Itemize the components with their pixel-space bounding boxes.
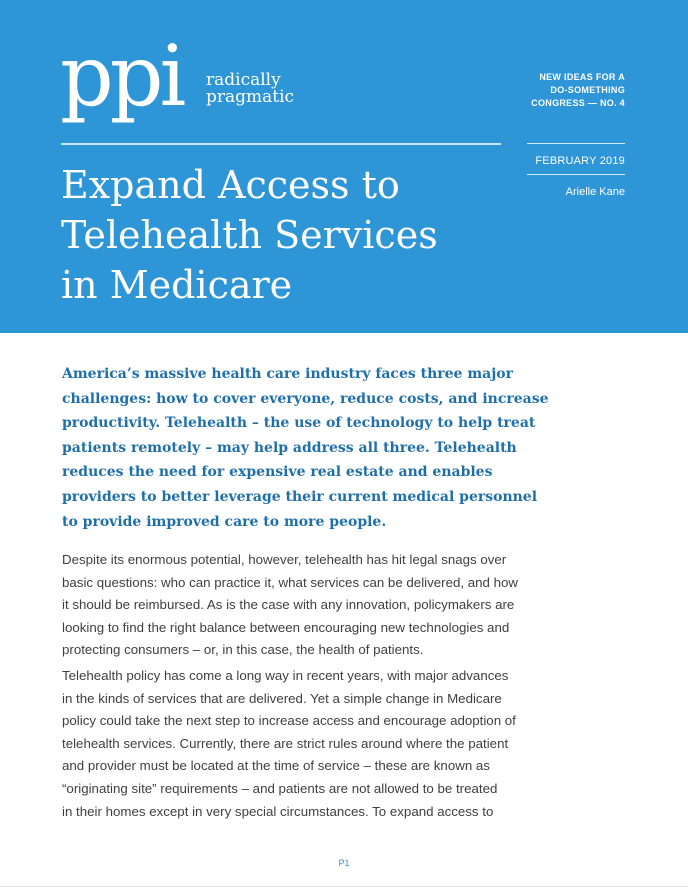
- series-line-1: NEW IDEAS FOR A: [539, 72, 625, 82]
- lead-line: productivity. Telehealth – the use of technology to help treat: [62, 415, 536, 432]
- body-line: telehealth services. Currently, there are strict rules around where the patient: [62, 735, 509, 751]
- body-line: policy could take the next step to increase access and encourage adoption of: [62, 713, 516, 729]
- title-rule: [61, 143, 501, 145]
- series-label: [465, 71, 625, 110]
- body-paragraph-1: [62, 549, 532, 662]
- lead-paragraph: [62, 362, 549, 534]
- body-line: and provider must be located at the time of service – these are known as: [62, 758, 490, 774]
- title-line: in Medicare: [61, 263, 293, 307]
- lead-line: providers to better leverage their current medical personnel: [62, 488, 538, 505]
- tagline-line-1: radically: [206, 70, 281, 90]
- page-bottom-divider: [0, 886, 688, 887]
- body-paragraph-2: [62, 665, 532, 823]
- author-name: Arielle Kane: [565, 186, 625, 198]
- page-number: P1: [338, 858, 350, 868]
- title-line: Telehealth Services: [61, 213, 438, 257]
- title-line: Expand Access to: [61, 163, 400, 207]
- body-line: “originating site” requirements – and patients are not allowed to be treated: [62, 780, 498, 796]
- lead-line: reduces the need for expensive real estate and enables: [62, 464, 493, 481]
- date-rule-top: [527, 143, 625, 144]
- header-band: [0, 0, 688, 333]
- body-line: in the kinds of services that are delivered. Yet a simple change in Medicare: [62, 690, 502, 706]
- publication-date: FEBRUARY 2019: [535, 155, 625, 167]
- lead-line: to provide improved care to more people.: [62, 513, 387, 530]
- series-line-2: DO-SOMETHING: [550, 85, 625, 95]
- body-line: protecting consumers – or, in this case, the health of patients.: [62, 642, 424, 658]
- body-line: Despite its enormous potential, however, telehealth has hit legal snags over: [62, 552, 507, 567]
- body-line: in their homes except in very special circumstances. To expand access to: [62, 803, 494, 819]
- page-title: [61, 160, 511, 310]
- lead-line: patients remotely – may help address all three. Telehealth: [62, 439, 517, 456]
- logo-tagline: [206, 72, 294, 106]
- body-line: basic questions: who can practice it, what services can be delivered, and how: [62, 574, 519, 590]
- body-line: it should be reimbursed. As is the case with any innovation, policymakers are: [62, 597, 515, 613]
- tagline-line-2: pragmatic: [206, 87, 295, 107]
- body-line: Telehealth policy has come a long way in recent years, with major advances: [62, 668, 509, 683]
- body-line: looking to find the right balance between encouraging new technologies and: [62, 619, 510, 635]
- series-line-3: CONGRESS — NO. 4: [531, 98, 625, 108]
- ppi-logo: ppi: [60, 27, 183, 125]
- lead-line: America’s massive health care industry faces three major: [62, 366, 513, 382]
- date-rule-bottom: [527, 174, 625, 175]
- lead-line: challenges: how to cover everyone, reduce costs, and increase: [62, 390, 549, 407]
